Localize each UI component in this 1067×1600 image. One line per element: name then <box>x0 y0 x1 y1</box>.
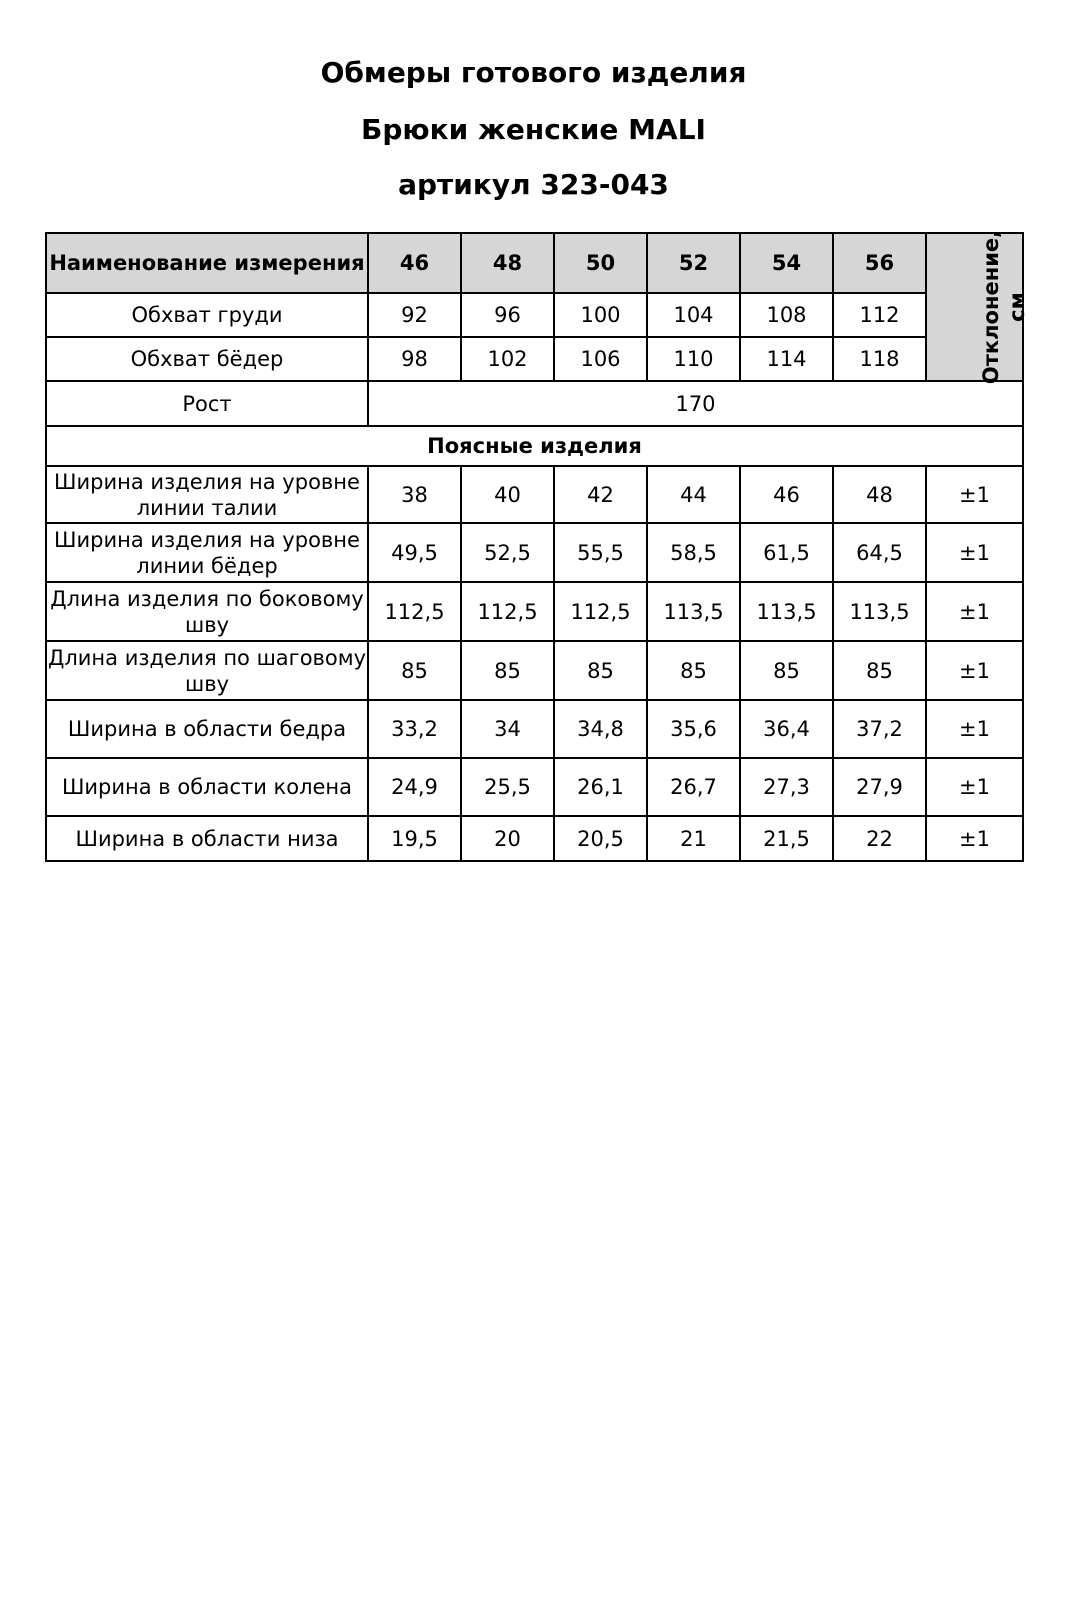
table-cell: 58,5 <box>647 523 740 582</box>
size-header: 46 <box>368 233 461 293</box>
table-cell: 21 <box>647 816 740 861</box>
header-row <box>46 233 1023 293</box>
table-cell: 44 <box>647 466 740 523</box>
row-label: Длина изделия по боковому шву <box>46 582 368 641</box>
product-name: Брюки женские MALI <box>361 113 706 146</box>
table-cell: 35,6 <box>647 700 740 758</box>
deviation-cell: ±1 <box>926 466 1023 523</box>
row-label: Обхват груди <box>46 293 368 337</box>
table-cell: 114 <box>740 337 833 381</box>
table-cell: 96 <box>461 293 554 337</box>
table-cell: 106 <box>554 337 647 381</box>
table-cell: 49,5 <box>368 523 461 582</box>
table-row <box>46 337 1023 381</box>
deviation-cell: ±1 <box>926 700 1023 758</box>
deviation-header-label <box>978 230 1030 384</box>
table-cell: 85 <box>647 641 740 700</box>
article-number: артикул 323-043 <box>398 168 669 201</box>
table-cell: 113,5 <box>833 582 926 641</box>
table-cell: 85 <box>368 641 461 700</box>
deviation-cell: ±1 <box>926 641 1023 700</box>
table-row <box>46 523 1023 582</box>
table-row <box>46 758 1023 816</box>
size-header: 52 <box>647 233 740 293</box>
table-cell: 48 <box>833 466 926 523</box>
row-label: Ширина в области низа <box>46 816 368 861</box>
table-cell: 85 <box>833 641 926 700</box>
column-header-measurement-name: Наименование измерения <box>46 233 368 293</box>
table-cell: 27,9 <box>833 758 926 816</box>
table-cell: 20 <box>461 816 554 861</box>
deviation-header <box>926 229 1030 385</box>
table-cell: 37,2 <box>833 700 926 758</box>
table-cell: 46 <box>740 466 833 523</box>
deviation-cell: ±1 <box>926 816 1023 861</box>
table-cell: 34,8 <box>554 700 647 758</box>
deviation-header-line1: Отклонение, <box>979 229 1004 385</box>
row-label: Рост <box>46 381 368 426</box>
table-cell: 112 <box>833 293 926 337</box>
size-header: 56 <box>833 233 926 293</box>
table-cell: 64,5 <box>833 523 926 582</box>
table-cell: 24,9 <box>368 758 461 816</box>
row-label: Ширина в области колена <box>46 758 368 816</box>
section-row <box>46 426 1023 466</box>
table-cell: 61,5 <box>740 523 833 582</box>
table-cell: 108 <box>740 293 833 337</box>
deviation-header-line2: см <box>1005 292 1030 322</box>
table-cell: 110 <box>647 337 740 381</box>
table-cell: 38 <box>368 466 461 523</box>
table-row <box>46 641 1023 700</box>
table-row <box>46 466 1023 523</box>
table-cell: 85 <box>740 641 833 700</box>
table-cell: 34 <box>461 700 554 758</box>
table-cell: 42 <box>554 466 647 523</box>
table-cell: 112,5 <box>368 582 461 641</box>
table-row <box>46 582 1023 641</box>
section-title: Поясные изделия <box>46 426 1023 466</box>
table-cell: 92 <box>368 293 461 337</box>
table-cell: 112,5 <box>461 582 554 641</box>
table-cell: 33,2 <box>368 700 461 758</box>
table-cell: 25,5 <box>461 758 554 816</box>
deviation-cell: ±1 <box>926 523 1023 582</box>
size-header: 50 <box>554 233 647 293</box>
table-row <box>46 816 1023 861</box>
table-cell: 113,5 <box>647 582 740 641</box>
row-label: Ширина изделия на уровне линии талии <box>46 466 368 523</box>
table-cell: 102 <box>461 337 554 381</box>
table-cell: 100 <box>554 293 647 337</box>
table-cell: 85 <box>461 641 554 700</box>
deviation-cell: ±1 <box>926 758 1023 816</box>
row-label: Длина изделия по шаговому шву <box>46 641 368 700</box>
size-header: 54 <box>740 233 833 293</box>
table-row <box>46 700 1023 758</box>
height-value: 170 <box>368 381 1023 426</box>
table-cell: 27,3 <box>740 758 833 816</box>
table-cell: 113,5 <box>740 582 833 641</box>
row-label: Ширина изделия на уровне линии бёдер <box>46 523 368 582</box>
table-cell: 85 <box>554 641 647 700</box>
table-cell: 21,5 <box>740 816 833 861</box>
table-row <box>46 293 1023 337</box>
row-label: Обхват бёдер <box>46 337 368 381</box>
table-cell: 112,5 <box>554 582 647 641</box>
table-cell: 98 <box>368 337 461 381</box>
table-cell: 26,1 <box>554 758 647 816</box>
table-cell: 22 <box>833 816 926 861</box>
table-cell: 19,5 <box>368 816 461 861</box>
table-cell: 52,5 <box>461 523 554 582</box>
table-cell: 55,5 <box>554 523 647 582</box>
table-cell: 118 <box>833 337 926 381</box>
table-cell: 20,5 <box>554 816 647 861</box>
table-cell: 104 <box>647 293 740 337</box>
row-label: Ширина в области бедра <box>46 700 368 758</box>
document-title: Обмеры готового изделия <box>320 56 747 89</box>
deviation-cell: ±1 <box>926 582 1023 641</box>
measurements-table <box>45 229 1030 862</box>
height-row <box>46 381 1023 426</box>
table-cell: 40 <box>461 466 554 523</box>
table-cell: 26,7 <box>647 758 740 816</box>
table-cell: 36,4 <box>740 700 833 758</box>
size-header: 48 <box>461 233 554 293</box>
